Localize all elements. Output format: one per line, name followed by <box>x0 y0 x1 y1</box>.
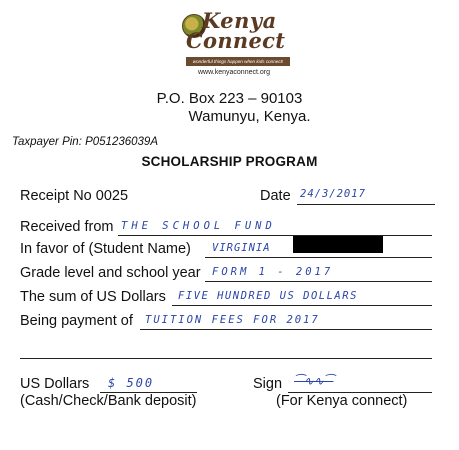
received-from-line <box>118 234 432 236</box>
logo-brand-bottom: Connect <box>186 28 286 53</box>
grade-label: Grade level and school year <box>20 265 201 281</box>
taxpayer-pin: Taxpayer Pin: P051236039A <box>12 136 158 148</box>
address-line-2: Wamunyu, Kenya. <box>188 108 311 125</box>
sign-label: Sign <box>253 376 283 392</box>
in-favor-value: VIRGINIA <box>212 242 271 254</box>
payment-value: TUITION FEES FOR 2017 <box>145 314 320 326</box>
logo-url: www.kenyaconnect.org <box>198 69 270 76</box>
in-favor-line <box>205 256 432 258</box>
usd-label: US Dollars <box>20 376 90 392</box>
usd-value: $ 500 <box>108 376 155 390</box>
date-value: 24/3/2017 <box>300 188 366 200</box>
received-from-label: Received from <box>20 219 114 235</box>
blank-line <box>20 357 432 359</box>
date-label: Date <box>260 188 291 204</box>
date-line <box>297 203 435 205</box>
logo-tagline: wonderful things happen when kids connect! <box>186 57 290 66</box>
grade-value: FORM 1 - 2017 <box>212 266 334 278</box>
in-favor-label: In favor of (Student Name) <box>20 241 191 257</box>
receipt-number: Receipt No 0025 <box>20 188 129 204</box>
sign-for-label: (For Kenya connect) <box>276 393 408 409</box>
kenya-connect-logo <box>182 8 294 80</box>
redacted-surname <box>293 236 383 253</box>
payment-label: Being payment of <box>20 313 133 329</box>
sum-label: The sum of US Dollars <box>20 289 166 305</box>
received-from-value: THE SCHOOL FUND <box>121 220 276 232</box>
document-title: SCHOLARSHIP PROGRAM <box>141 154 318 169</box>
logo-brand-top: Kenya <box>202 8 277 33</box>
payment-line <box>140 328 432 330</box>
signature: ⁀∿∿⁀ <box>294 374 334 388</box>
payment-method-label: (Cash/Check/Bank deposit) <box>20 393 197 409</box>
sum-value: FIVE HUNDRED US DOLLARS <box>178 290 358 302</box>
address-line-1: P.O. Box 223 – 90103 <box>156 90 303 107</box>
sum-line <box>172 304 432 306</box>
grade-line <box>205 280 432 282</box>
